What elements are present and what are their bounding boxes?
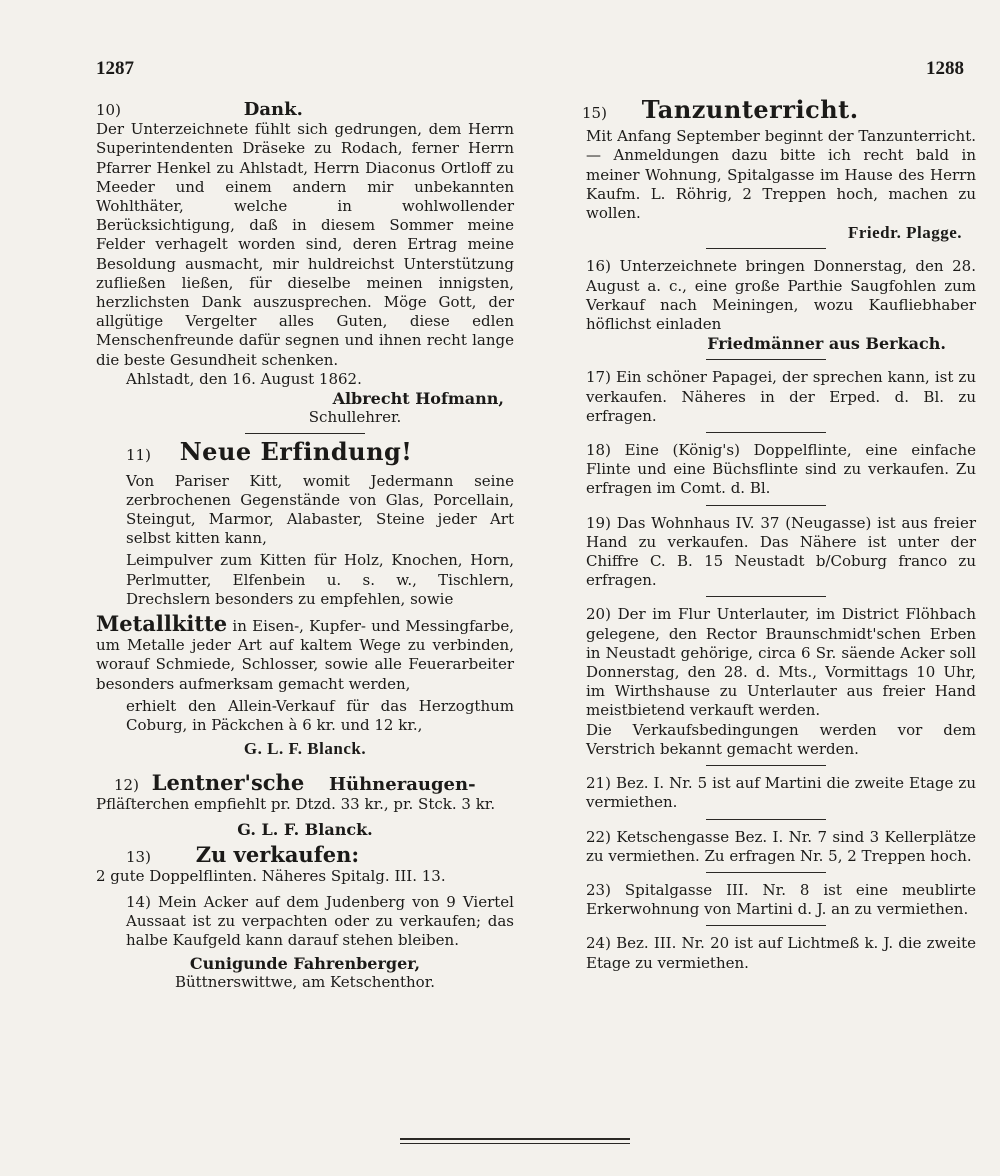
ad-signature: Friedr. Plagge. xyxy=(847,223,962,243)
ad-title-continued: Hühneraugen- xyxy=(328,773,476,795)
ad-19 xyxy=(556,514,976,591)
ad-21 xyxy=(556,774,976,812)
divider xyxy=(706,925,826,926)
ad-date: Ahlstadt, den 16. August 1862. xyxy=(126,369,362,388)
ad-20 xyxy=(556,605,976,759)
ad-number: 13) xyxy=(126,848,151,867)
ad-number: 12) xyxy=(114,775,139,794)
ad-paragraph: in Eisen-, Kupfer- und Messingfarbe, um Metalle jeder Art auf kaltem Wege zu verbinden, worauf Schmiede, Schlosser, sowie alle Feuerarbeiter besonders aufmerksam gemacht werden, xyxy=(96,617,514,693)
ad-body: Unterzeichnete bringen Donnerstag, den 28. August a. c., eine große Parthie Saugfohlen zum Verkauf nach Meiningen, wozu Kaufliebhaber höflichst einladen xyxy=(586,257,976,334)
ad-body: Pfläſterchen empfiehlt pr. Dtzd. 33 kr., pr. Stck. 3 kr. xyxy=(96,794,496,813)
ad-paragraph: erhielt den Allein-Verkauf für das Herzogthum Coburg, in Päckchen à 6 kr. und 12 kr., xyxy=(126,696,514,735)
ad-number: 20) xyxy=(586,605,611,624)
ad-paragraph: Leimpulver zum Kitten für Holz, Knochen, Horn, Perlmutter, Elfenbein u. s. w., Tischlern, Drechslern besonders zu empfehlen, sowie xyxy=(126,551,514,608)
left-column xyxy=(96,100,514,999)
divider xyxy=(245,433,365,434)
ad-13 xyxy=(96,842,514,886)
divider xyxy=(706,505,826,506)
ad-body: Bez. III. Nr. 20 ist auf Lichtmeß k. J. die zweite Etage zu vermiethen. xyxy=(586,934,976,972)
ad-number: 17) xyxy=(586,368,611,387)
ad-22 xyxy=(556,828,976,866)
ad-24 xyxy=(556,934,976,972)
ad-number: 16) xyxy=(586,257,611,276)
ad-23 xyxy=(556,881,976,919)
ad-signature-role: Schullehrer. xyxy=(308,408,402,427)
ad-number: 14) xyxy=(126,892,151,911)
ad-title: Tanzunterricht. xyxy=(641,95,859,124)
ad-body: Spitalgasse III. Nr. 8 ist eine meublirte Erkerwohnung von Martini d. J. an zu vermiethen. xyxy=(586,880,976,919)
ad-signature: Friedmänner aus Berkach. xyxy=(707,334,946,354)
ad-body-continued: Die Verkaufsbedingungen werden vor dem Verstrich bekannt gemacht werden. xyxy=(586,720,976,758)
ad-number: 11) xyxy=(126,446,151,465)
ad-subheading: Metallkitte xyxy=(96,611,228,637)
ad-body: Der im Flur Unterlauter, im District Flöhbach gelegene, den Rector Braunschmidt'schen Erben in Neustadt gehörige, circa 6 Sr. säende Acker soll Donnerstag, den 28. d. Mts., Vormittags 10 Uhr, im Wirthshause zu Unterlauter aus freier Hand meistbietend verkauft werden. xyxy=(586,605,976,720)
ad-title: Dank. xyxy=(243,99,303,120)
ad-number: 15) xyxy=(582,104,607,122)
divider xyxy=(706,596,826,597)
ad-10 xyxy=(96,100,514,427)
right-column xyxy=(556,95,976,979)
ad-12 xyxy=(96,769,514,840)
ad-number: 18) xyxy=(586,441,611,460)
divider xyxy=(706,359,826,360)
ad-number: 22) xyxy=(586,827,611,846)
ad-paragraph: Von Pariser Kitt, womit Jedermann seine zerbrochenen Gegenstände von Glas, Porcellain, Steingut, Marmor, Alabaster, Steine jeder Art selbst kitten kann, xyxy=(126,471,514,548)
divider xyxy=(706,248,826,249)
page-number-right: 1288 xyxy=(926,58,964,79)
ad-number: 10) xyxy=(96,101,121,119)
ad-17 xyxy=(556,368,976,426)
ad-11 xyxy=(96,437,514,759)
ad-14 xyxy=(96,893,514,993)
ad-number: 21) xyxy=(586,774,611,793)
page-number-left: 1287 xyxy=(96,58,134,79)
ad-body: Mein Acker auf dem Judenberg von 9 Viertel Aussaat ist zu verpachten oder zu verkaufen; das halbe Kaufgeld kann darauf stehen bleiben. xyxy=(126,892,514,949)
divider xyxy=(706,819,826,820)
divider xyxy=(706,765,826,766)
ad-title: Zu verkaufen: xyxy=(195,842,360,868)
ad-body: Das Wohnhaus IV. 37 (Neugasse) ist aus freier Hand zu verkaufen. Das Nähere ist unter der Chiffre C. B. 15 Neustadt b/Coburg franco zu erfragen. xyxy=(586,513,976,590)
ad-number: 23) xyxy=(586,880,611,899)
ad-body: Eine (König's) Doppelflinte, eine einfache Flinte und eine Büchsflinte sind zu verkaufen. Zu erfragen im Comt. d. Bl. xyxy=(586,441,976,498)
divider xyxy=(706,872,826,873)
ad-body: Der Unterzeichnete fühlt sich gedrungen, dem Herrn Superintendenten Dräseke zu Rodach, ferner Herrn Pfarrer Henkel zu Ahlstadt, Herrn Diaconus Ortloff zu Meeder und einem andern mir unbekannten Wohlthäter, welche in wohlwollender Berücksichtigung, daß in diesem Sommer meine Felder verhagelt worden sind, deren Ertrag meine Besoldung ausmacht, mir huldreichst Unterstützung zufließen ließen, für dieselbe meinen innigsten, herzlichsten Dank auszusprechen. Möge Gott, der allgütige Vergelter alles Guten, diese edlen Menschenfreunde dafür segnen und ihnen recht lange die beste Gesundheit schenken. xyxy=(96,120,514,369)
ad-signature: G. L. F. Blanck. xyxy=(243,739,367,759)
ad-number: 24) xyxy=(586,934,611,953)
ad-16 xyxy=(556,257,976,353)
ad-body: 2 gute Doppelflinten. Näheres Spitalg. III. 13. xyxy=(96,867,446,886)
ad-body: Mit Anfang September beginnt der Tanzunterricht. — Anmeldungen dazu bitte ich recht bald in meiner Wohnung, Spitalgasse im Hause des Herrn Kaufm. L. Röhrig, 2 Treppen hoch, machen zu wollen. xyxy=(586,127,976,223)
bottom-rule-thin xyxy=(400,1143,630,1144)
bottom-rule xyxy=(400,1138,630,1140)
ad-body: Ketschengasse Bez. I. Nr. 7 sind 3 Kellerplätze zu vermiethen. Zu erfragen Nr. 5, 2 Treppen hoch. xyxy=(586,827,976,865)
ad-body: Ein schöner Papagei, der sprechen kann, ist zu verkaufen. Näheres in der Erped. d. Bl. zu erfragen. xyxy=(586,368,976,425)
ad-signature: Cunigunde Fahrenberger, xyxy=(189,954,421,974)
ad-title: Neue Erfindung! xyxy=(179,437,413,467)
ad-title: Lentner'sche xyxy=(151,769,305,795)
ad-15 xyxy=(556,95,976,243)
ad-signature-role: Büttnerswittwe, am Ketschenthor. xyxy=(174,973,436,992)
ad-signature: G. L. F. Blanck. xyxy=(237,819,373,839)
divider xyxy=(706,432,826,433)
ad-signature: Albrecht Hofmann, xyxy=(332,389,504,409)
ad-18 xyxy=(556,441,976,499)
ad-number: 19) xyxy=(586,513,611,532)
ad-body: Bez. I. Nr. 5 ist auf Martini die zweite Etage zu vermiethen. xyxy=(586,774,976,812)
